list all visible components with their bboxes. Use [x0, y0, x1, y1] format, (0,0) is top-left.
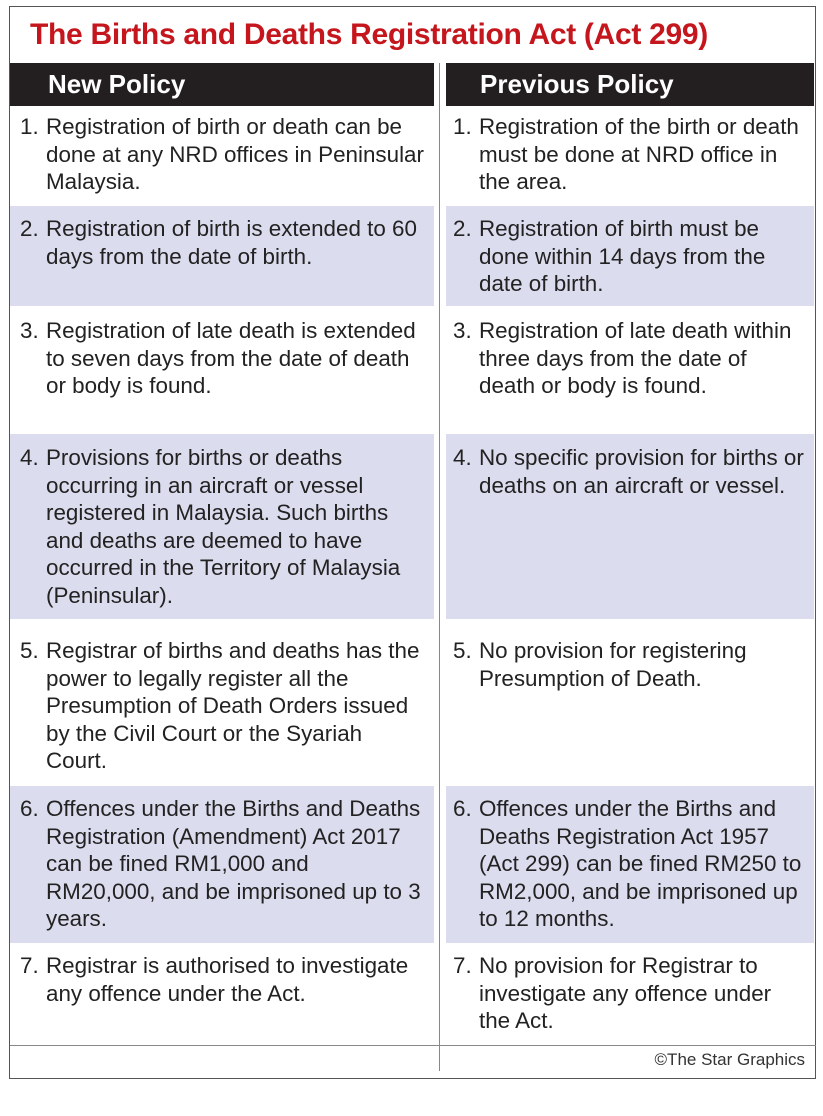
item-text: Registration of birth or death can be done at any NRD offices in Peninsular Malaysia. [46, 114, 424, 194]
item-number: 3. [20, 318, 39, 343]
new-policy-item-3 [10, 306, 434, 434]
item-text: Registrar of births and deaths has the power to legally register all the Presumption of Death Orders issued by the Civil Court or the Syariah Court. [46, 638, 420, 773]
item-number: 4. [453, 445, 472, 470]
item-text: No provision for Registrar to investigate any offence under the Act. [479, 953, 772, 1033]
previous-policy-item-7 [446, 943, 814, 1043]
new-policy-item-5 [10, 619, 434, 786]
item-text: Registrar is authorised to investigate any offence under the Act. [46, 953, 409, 1006]
item-text: Registration of birth must be done within 14 days from the date of birth. [479, 216, 766, 296]
item-text: Provisions for births or deaths occurring in an aircraft or vessel registered in Malaysia. Such births and deaths are deemed to have occurred in the Territory of Malaysia (Peninsular). [46, 445, 401, 608]
new-policy-item-1 [10, 113, 434, 206]
item-text: Registration of late death within three days from the date of death or body is found. [479, 318, 792, 398]
item-number: 6. [20, 796, 39, 821]
new-policy-item-2 [10, 206, 434, 306]
item-number: 2. [20, 216, 39, 241]
previous-policy-item-5 [446, 619, 814, 786]
page-title: The Births and Deaths Registration Act (Act 299) [30, 18, 708, 51]
item-number: 6. [453, 796, 472, 821]
new-policy-item-6 [10, 786, 434, 943]
item-number: 7. [453, 953, 472, 978]
item-number: 4. [20, 445, 39, 470]
item-number: 5. [453, 638, 472, 663]
item-number: 3. [453, 318, 472, 343]
item-text: Offences under the Births and Deaths Registration Act 1957 (Act 299) can be fined RM250 to RM2,000, and be imprisoned up to 12 months. [479, 796, 802, 931]
item-text: Registration of late death is extended to seven days from the date of death or body is found. [46, 318, 416, 398]
item-number: 1. [20, 114, 39, 139]
item-text: No specific provision for births or deaths on an aircraft or vessel. [479, 445, 804, 498]
previous-policy-header: Previous Policy [446, 63, 814, 106]
column-divider [439, 63, 440, 1071]
item-text: Offences under the Births and Deaths Registration (Amendment) Act 2017 can be fined RM1,000 and RM20,000, and be imprisoned up to 3 years. [46, 796, 421, 931]
previous-policy-item-1 [446, 113, 814, 206]
new-policy-item-7 [10, 943, 434, 1043]
previous-policy-item-2 [446, 206, 814, 306]
previous-policy-item-3 [446, 306, 814, 434]
item-text: Registration of the birth or death must be done at NRD office in the area. [479, 114, 799, 194]
credit-text: ©The Star Graphics [654, 1050, 805, 1069]
item-number: 2. [453, 216, 472, 241]
previous-policy-item-6 [446, 786, 814, 943]
footer-divider [10, 1045, 816, 1046]
item-number: 5. [20, 638, 39, 663]
item-number: 7. [20, 953, 39, 978]
new-policy-header: New Policy [10, 63, 434, 106]
new-policy-item-4 [10, 434, 434, 619]
previous-policy-item-4 [446, 434, 814, 619]
item-text: No provision for registering Presumption of Death. [479, 638, 747, 691]
item-text: Registration of birth is extended to 60 days from the date of birth. [46, 216, 417, 269]
item-number: 1. [453, 114, 472, 139]
